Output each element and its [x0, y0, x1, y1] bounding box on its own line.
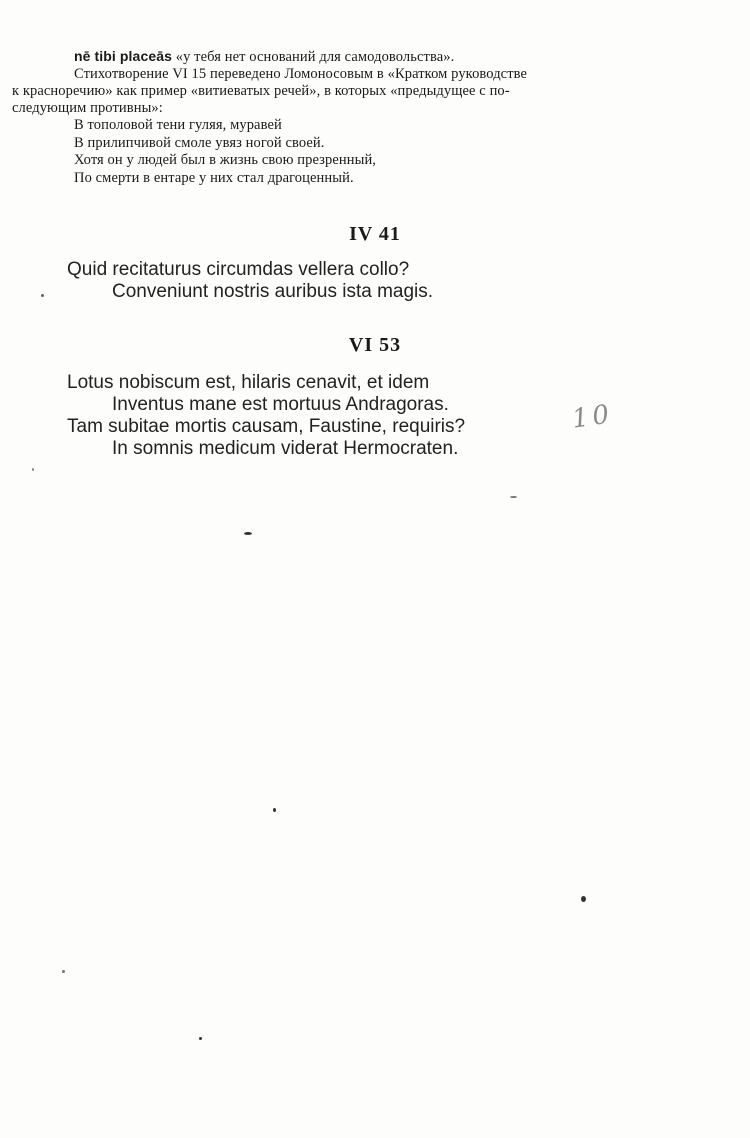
commentary-lead	[74, 48, 714, 66]
poem-line: Quid recitaturus circumdas vellera collo?	[67, 259, 410, 280]
scan-speck	[581, 896, 586, 902]
latin-phrase: nē tibi placeās	[74, 48, 172, 64]
scan-speck	[62, 970, 65, 973]
translation-line: Хотя он у людей был в жизнь свою презренный,	[74, 152, 377, 168]
scan-speck	[510, 496, 517, 498]
scan-speck	[244, 532, 252, 535]
epigram-vi-53	[67, 372, 465, 460]
scan-speck	[273, 808, 276, 812]
scan-speck	[32, 468, 34, 471]
poem-line: Inventus mane est mortuus Andragoras.	[112, 394, 449, 415]
epigram-iv-41	[67, 259, 433, 303]
epigram-heading-vi-53: VI 53	[348, 334, 402, 356]
poem-line: Conveniunt nostris auribus ista magis.	[112, 281, 434, 302]
poem-line: Lotus nobiscum est, hilaris cenavit, et idem	[67, 372, 430, 393]
latin-phrase-translation: «у тебя нет оснований для самодовольства».	[175, 49, 455, 65]
poem-line: In somnis medicum viderat Hermocraten.	[112, 438, 459, 459]
translation-line: В тополовой тени гуляя, муравей	[74, 117, 282, 133]
commentary-line-3: следующим противны»:	[12, 100, 163, 116]
commentary-block	[12, 48, 714, 187]
commentary-paragraph-cont-2	[12, 100, 714, 117]
epigram-heading-iv-41: IV 41	[349, 223, 401, 245]
poem-line: Tam subitae mortis causam, Faustine, requiris?	[67, 416, 466, 437]
commentary-line-2: к красноречию» как пример «витиеватых речей», в которых «предыдущее с по-	[12, 83, 510, 99]
commentary-paragraph	[74, 66, 714, 83]
scan-speck	[41, 294, 44, 297]
scan-speck	[199, 1037, 202, 1040]
handwritten-margin-note: 10	[570, 399, 615, 435]
commentary-line-1: Стихотворение VI 15 переведено Ломоносовым в «Кратком руководстве	[74, 66, 528, 82]
translation-line: По смерти в ентаре у них стал драгоценный.	[74, 169, 354, 186]
translation-line: В прилипчивой смоле увяз ногой своей.	[74, 134, 325, 151]
commentary-paragraph-cont-1	[12, 83, 714, 100]
lomonosov-translation	[74, 117, 714, 187]
